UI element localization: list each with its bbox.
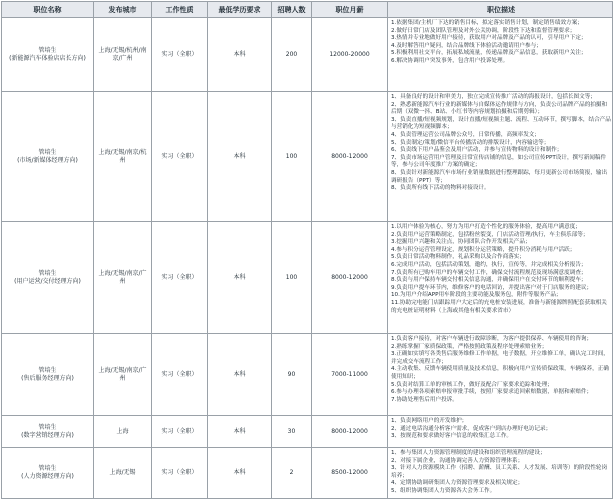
- job-title-cell: [2, 92, 94, 221]
- job-title: 管培生: [38, 46, 57, 54]
- description-line: 6.解决协调用户突发事务，包含用户投诉处理。: [391, 57, 509, 64]
- work-type-cell: 实习（全职）: [152, 92, 208, 221]
- work-type-cell: 实习（全职）: [152, 18, 208, 91]
- job-title: 管培生: [38, 423, 57, 431]
- salary-cell: 8500-12000: [312, 448, 388, 498]
- description-line: 6、负责线下用户品鉴会及用户活动，并参与宣传物料的设计和制作；: [391, 147, 563, 154]
- description-line: 5、负责制定/策划/微信平台传播活动的排版设计，内容输送等；: [391, 139, 550, 146]
- description-line: 1.负责客户接待，对客户车辆进行故障诊断，为客户提供保养、车辆使用的咨询；: [391, 336, 593, 342]
- description-line: 4.及时解答用户疑问，结合品牌线下体验活动邀请用户参与；: [391, 42, 542, 49]
- city-cell: 上海/无锡: [94, 448, 152, 498]
- salary-cell: 8000-12000: [312, 416, 388, 447]
- description-line: 4、定期协助调研集团人力资源管理要求及相关规定；: [391, 480, 524, 487]
- job-direction: (新能源汽车体验店店长方向): [9, 54, 86, 62]
- city-cell: 上海: [94, 416, 152, 447]
- header-description: 职位描述: [487, 5, 515, 14]
- salary-cell: 8000-12000: [312, 222, 388, 333]
- description-line: 3.正确如实填写各类售后服务维修工作单据，电子数据，开立维修工单，确认完工时间，并完成交车流程工作；: [391, 351, 609, 365]
- description-line: 7.协助处理售后用户投诉。: [391, 396, 458, 403]
- work-type-cell: 实习（全职）: [152, 222, 208, 333]
- description-line: 2.做好日常门店及团队管理及对外公关协调，阶段性下达和监督管理要求；: [391, 27, 576, 34]
- table-row: [2, 18, 612, 92]
- description-line: 8、负责针对新能源汽车市场行业销量数据进行整理跟踪，每月更新公司市场简报，输出调研报告（PPT）等；: [391, 169, 608, 184]
- table-row: [2, 416, 612, 448]
- description-line: 2、通过电话沟通分析客户需求，促成客户到店办理好电访记录；: [391, 425, 552, 432]
- header-headcount: 招聘人数: [272, 2, 312, 17]
- description-line: 5.积极利用社交平台，拓展私域流量，传递品牌及产品信息，获取新用户关注；: [391, 50, 587, 57]
- description-cell: [388, 334, 614, 415]
- header-work-type: 工作性质: [152, 2, 208, 17]
- city-cell: 上海/无锡/南京/杭州: [94, 92, 152, 221]
- work-type-cell: 实习（全职）: [152, 334, 208, 415]
- description-line: 4.参与积分运营管理设定，规划积分运营策略，提升积分消耗与用户活跃；: [391, 246, 576, 253]
- job-direction: (售后服务经理方向): [21, 374, 74, 382]
- description-line: 1、具备良好的设计和审美力，独立完成宣传推广活动的海报设计，包括长图文等；: [391, 94, 596, 100]
- header-education: 最低学历要求: [208, 2, 272, 17]
- table-row: [2, 448, 612, 498]
- education-cell: 本科: [208, 92, 272, 221]
- description-line: 1、参与集团人力资源管理制度的建设和组织管理流程的建设；: [391, 450, 546, 456]
- job-title: 管培生: [38, 148, 57, 156]
- description-line: 8.负责与用户保持车辆交付相关信息沟通，并确保用户在交付环节的顺利提车；: [391, 277, 587, 284]
- description-line: 2、对接下属企业，沟通协调完善人力资源管理体系；: [391, 457, 524, 464]
- education-cell: 本科: [208, 448, 272, 498]
- description-cell: [388, 92, 614, 221]
- salary-cell: 8000-12000: [312, 92, 388, 221]
- job-title-cell: [2, 448, 94, 498]
- description-line: 6.参与办理各项索赔申报审批手续，按照厂家要求追回索赔数据，单据和索赔件；: [391, 389, 593, 396]
- description-line: 9.负责用户提车环节内，维修客户的电话回访，并提出客户对于门店服务的建议；: [391, 284, 593, 291]
- headcount-cell: 90: [272, 334, 312, 415]
- description-line: 8、负责所有线下活动的物料对接设计。: [391, 185, 490, 192]
- city-cell: 上海/无锡/南京/广州: [94, 222, 152, 333]
- header-city: 发布城市: [94, 2, 152, 17]
- description-line: 1、负责网络用户的开发维护；: [391, 418, 468, 424]
- description-line: 3、按规范和要求做好客户信息的收集汇总工作。: [391, 433, 513, 440]
- city-cell: 上海/无锡/南京/广州: [94, 334, 152, 415]
- job-title: 管培生: [38, 269, 57, 277]
- description-line: 5、组织协调集团人力资源各大会务工作。: [391, 487, 496, 494]
- education-cell: 本科: [208, 18, 272, 91]
- job-title-cell: [2, 222, 94, 333]
- work-type-cell: 实习（全职）: [152, 448, 208, 498]
- description-cell: [388, 18, 614, 91]
- table-row: [2, 222, 612, 334]
- description-line: 6.完成用户活动，包括活动策划，邀约，执行，宣传等，并完成相关分析报告；: [391, 261, 587, 268]
- job-title: 管培生: [38, 465, 57, 472]
- table-row: [2, 334, 612, 416]
- description-line: 4、负责管理运营公司品牌公众号，日常传播，高频率发文；: [391, 131, 540, 138]
- description-line: 1.依据集团/主机厂下达的销售目标，拟定落实销售计划，制定销售绩效方案；: [391, 20, 583, 26]
- description-line: 7、负责市场运营用户管理及日常宣传店铺的信息，如公司宣传PPT设计，撰写新闻稿件等，参与公司年度推广方案的确定；: [391, 154, 607, 169]
- job-title-cell: [2, 18, 94, 91]
- description-line: 2.熟练掌握厂家质保政策，严格按照政策及程序处理索赔业务；: [391, 343, 548, 350]
- education-cell: 本科: [208, 416, 272, 447]
- header-salary: 职位月薪: [312, 2, 388, 17]
- salary-cell: 12000-20000: [312, 18, 388, 91]
- description-line: 2、熟悉新能源汽车行业的新媒体与自媒体运作规律与方向，负责公司品牌产品的拍摄和后期（双微一抖、B站、小红书等内容规划拍摄和后期剪辑）；: [391, 101, 608, 116]
- job-title: 管培生: [38, 366, 57, 374]
- table-header: [2, 2, 612, 18]
- header-job-title: 职位名称: [2, 2, 94, 17]
- job-title-cell: [2, 334, 94, 415]
- education-cell: 本科: [208, 222, 272, 333]
- job-direction: (用户运营/交付经理方向): [14, 277, 81, 285]
- description-line: 3、针对人力资源模块工作（招聘、薪酬、员工关系、人才发展、培训等）的阶段性轮岗培养；: [391, 465, 608, 479]
- headcount-cell: 30: [272, 416, 312, 447]
- description-cell: [388, 222, 614, 333]
- table-row: [2, 92, 612, 222]
- job-direction: (市场/新媒体经理方向): [17, 156, 78, 164]
- work-type-cell: 实习（全职）: [152, 416, 208, 447]
- description-line: 3、负责直播/短视频规划，设计直播/短视频主题、流程、互动环节，撰写脚本，结合产品与营销化为短视频脚本；: [391, 116, 611, 131]
- description-cell: [388, 448, 614, 498]
- description-line: 10.为用户介绍APP用车阶段的主要功能及服务包，附件等服务产品；: [391, 292, 562, 299]
- description-line: 5.负责日常活动物料制作，礼品采购以及合作商落实；: [391, 254, 525, 261]
- description-line: 3.挖掘用户兴趣和关注点，协同团队合作开发相关产品；: [391, 239, 531, 246]
- description-line: 4.主动收集、反馈车辆使用质量及技术信息，积极向用户宣传质保政策，车辆保养，正确使用知识；: [391, 366, 609, 380]
- description-cell: [388, 416, 614, 447]
- job-direction: (数字营销经理方向): [21, 431, 74, 439]
- job-title-cell: [2, 416, 94, 447]
- job-table: [1, 1, 613, 499]
- city-cell: 上海/无锡/杭州/南京/广州: [94, 18, 152, 91]
- salary-cell: 7000-11000: [312, 334, 388, 415]
- description-line: 1.以用户体验为核心，努力为用户打造个性化的服务体验，提高用户满意度；: [391, 224, 581, 230]
- job-direction: (人力资源经理方向): [21, 473, 74, 480]
- description-line: 3.热情并专业地做好用户接待，获取用户对品牌及产品的认可，引导用户下定；: [391, 35, 587, 42]
- description-line: 2.负责用户运营策略制定，包括粉丝裂变，门店活动管理/执行，车主俱乐部等；: [391, 231, 589, 238]
- description-line: 5.负责对结算工单的审核工作，做好及配合厂家要求追踪和处理；: [391, 381, 553, 388]
- headcount-cell: 100: [272, 222, 312, 333]
- headcount-cell: 100: [272, 92, 312, 221]
- headcount-cell: 2: [272, 448, 312, 498]
- description-line: 11.协助完电能门店跟踪用户大定后的充电桩安装进展，准备与新能源牌照配套获取相关的充电桩证明材料（上海或其他有相关要求省市）: [391, 299, 607, 314]
- headcount-cell: 200: [272, 18, 312, 91]
- description-line: 7.负责所有已购车用户的车辆交付工作，确保交付流程规范及现场满意度调查；: [391, 269, 587, 276]
- education-cell: 本科: [208, 334, 272, 415]
